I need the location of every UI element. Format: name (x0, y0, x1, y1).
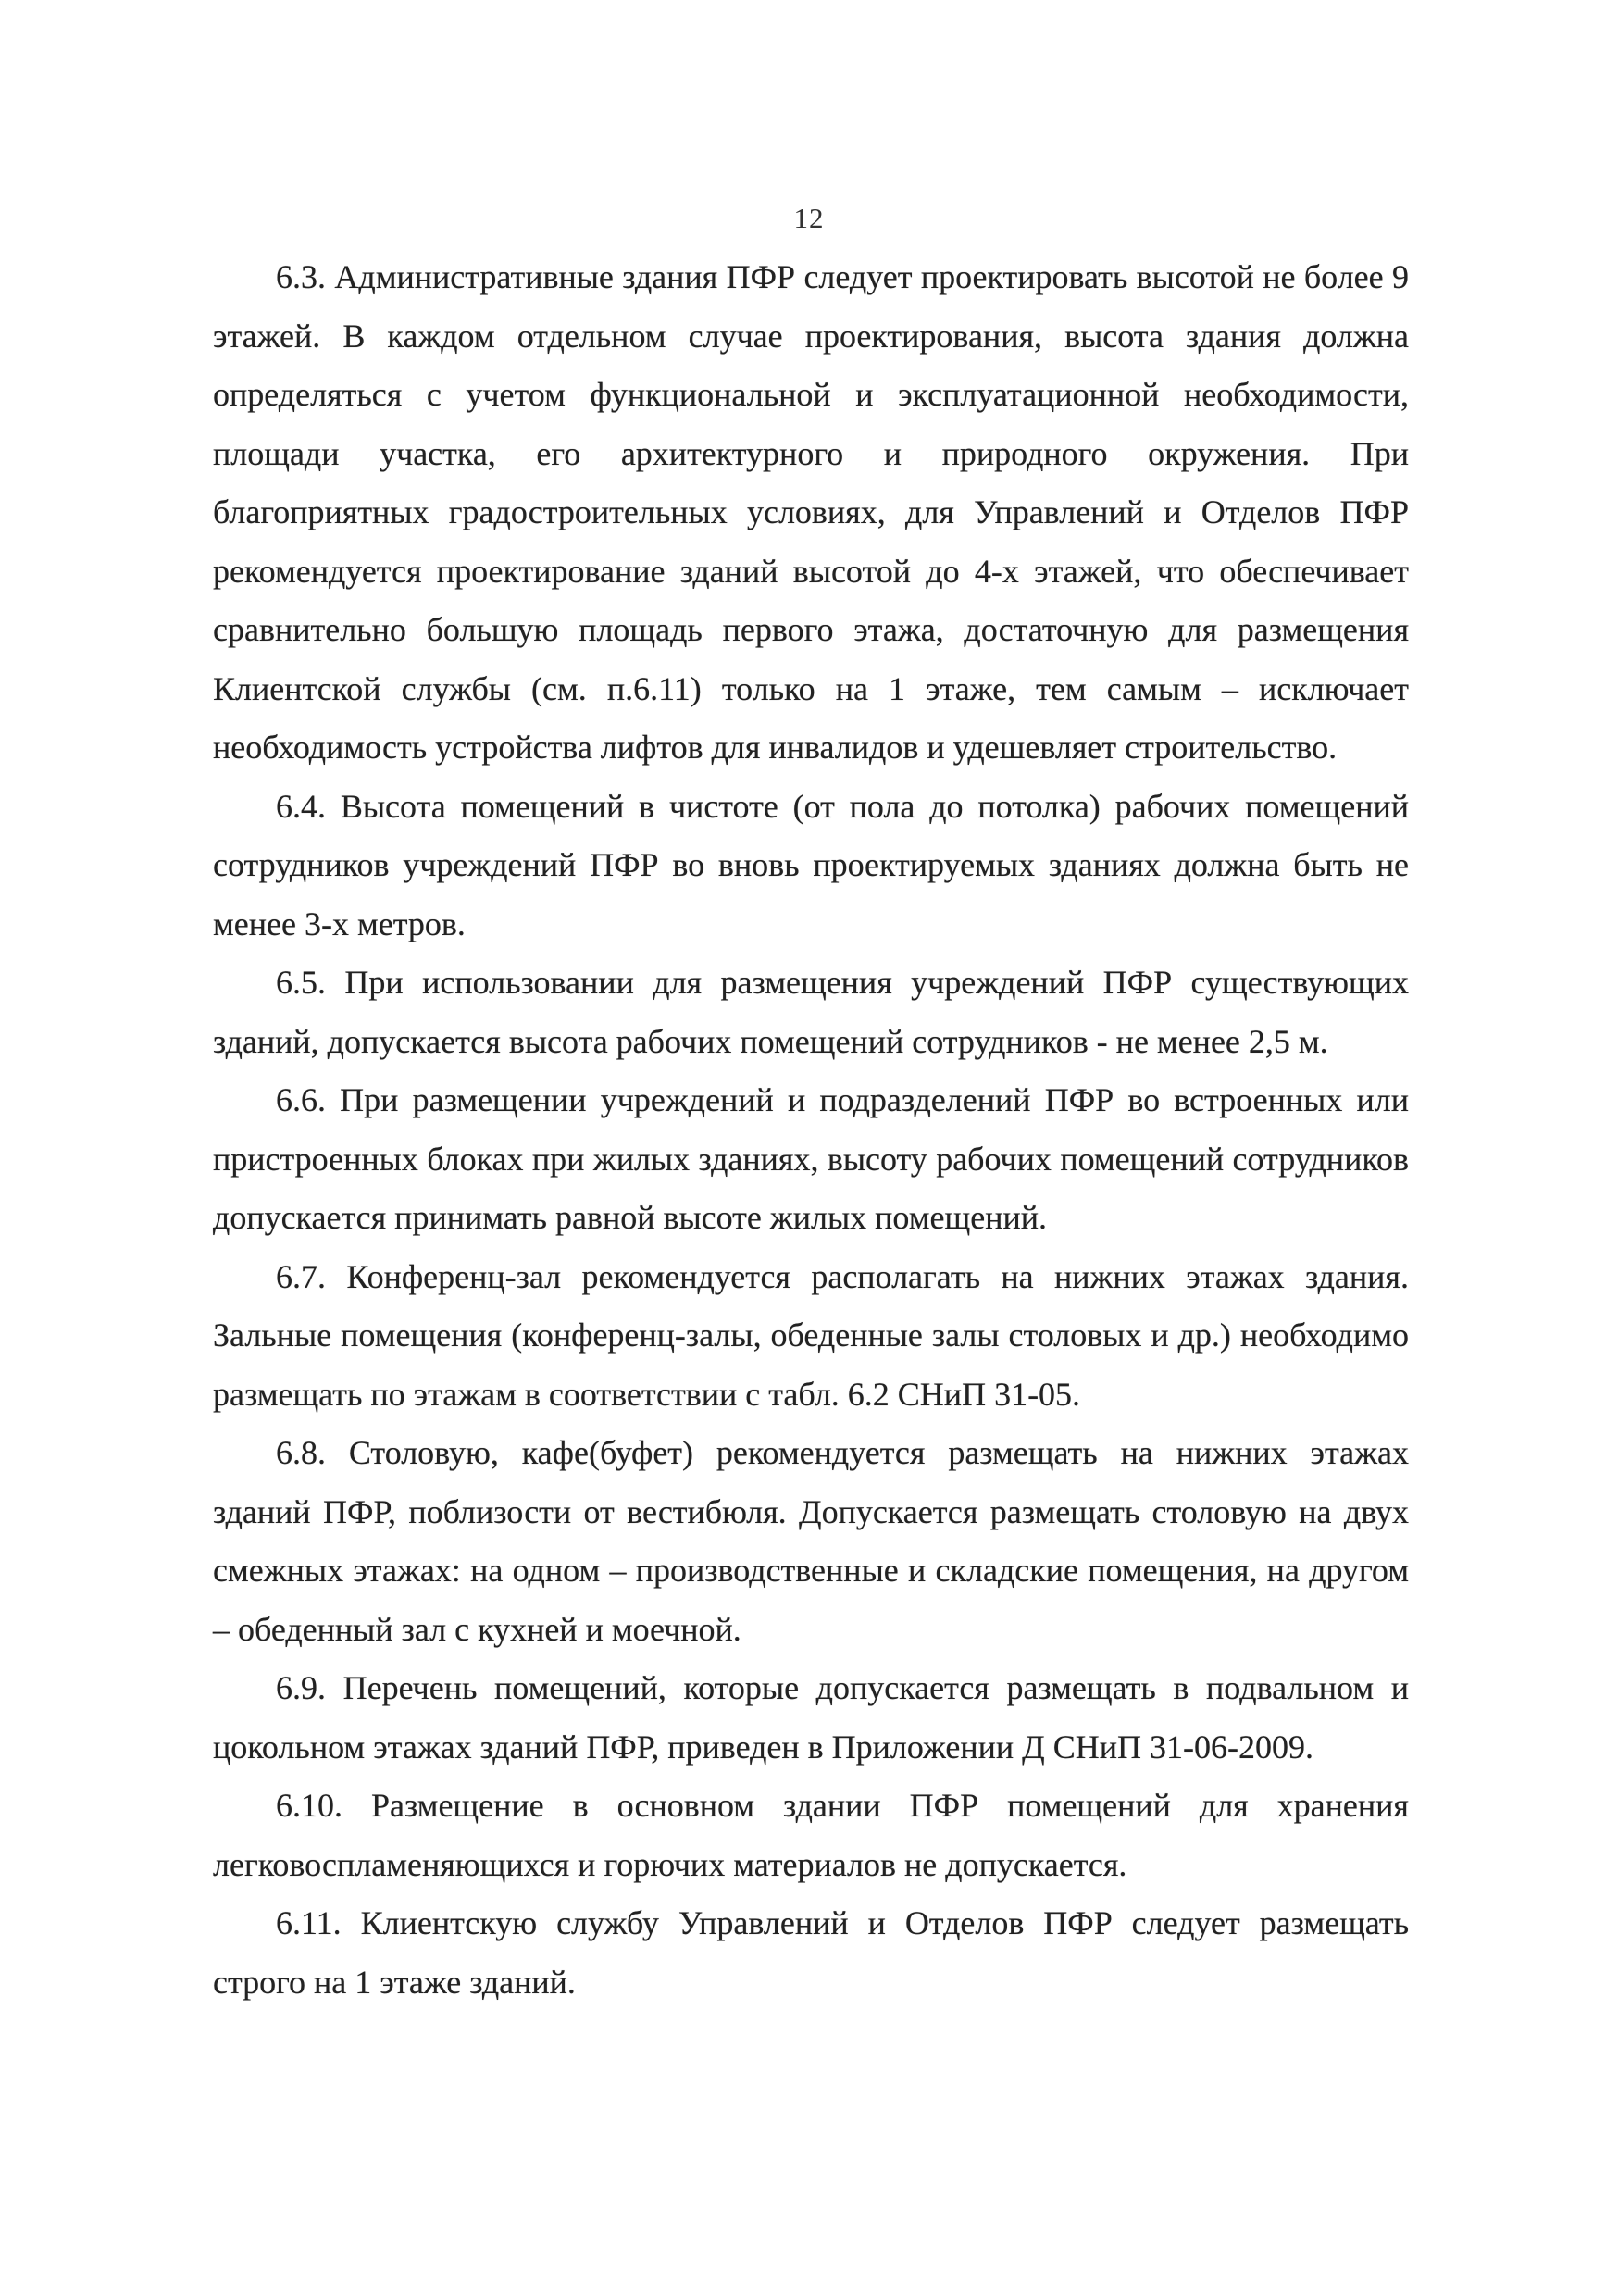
paragraph-6-10: 6.10. Размещение в основном здании ПФР помещений для хранения легковоспламеняющихся и горючих материалов не допускается. (213, 1787, 1409, 1883)
paragraph-6-11: 6.11. Клиентскую службу Управлений и Отделов ПФР следует размещать строго на 1 этаже зданий. (213, 1904, 1409, 2001)
paragraph-6-3: 6.3. Административные здания ПФР следует проектировать высотой не более 9 этажей. В каждом отдельном случае проектирования, высота здания должна определяться с учетом функциональной и эксплуатационной необходимости, площади участка, его архитектурного и природного окружения. При благоприятных градостроительных условиях, для Управлений и Отделов ПФР рекомендуется проектирование зданий высотой до 4-х этажей, что обеспечивает сравнительно большую площадь первого этажа, достаточную для размещения Клиентской службы (см. п.6.11) только на 1 этаже, тем самым – исключает необходимость устройства лифтов для инвалидов и удешевляет строительство. (213, 258, 1409, 766)
paragraph-6-4: 6.4. Высота помещений в чистоте (от пола до потолка) рабочих помещений сотрудников учреждений ПФР во вновь проектируемых зданиях должна быть не менее 3-х метров. (213, 787, 1409, 942)
paragraph-6-7: 6.7. Конференц-зал рекомендуется располагать на нижних этажах здания. Зальные помещения (конференц-залы, обеденные залы столовых и др.) необходимо размещать по этажам в соответствии с табл. 6.2 СНиП 31-05. (213, 1257, 1409, 1413)
paragraph-6-8: 6.8. Столовую, кафе(буфет) рекомендуется размещать на нижних этажах зданий ПФР, поблизости от вестибюля. Допускается размещать столовую на двух смежных этажах: на одном – производственные и складские помещения, на другом – обеденный зал с кухней и моечной. (213, 1434, 1409, 1648)
document-body (213, 248, 1409, 2012)
page-number: 12 (793, 202, 825, 234)
paragraph-6-5: 6.5. При использовании для размещения учреждений ПФР существующих зданий, допускается высота рабочих помещений сотрудников - не менее 2,5 м. (213, 964, 1409, 1060)
paragraph-6-9: 6.9. Перечень помещений, которые допускается размещать в подвальном и цокольном этажах зданий ПФР, приведен в Приложении Д СНиП 31-06-2009. (213, 1669, 1409, 1766)
paragraph-6-6: 6.6. При размещении учреждений и подразделений ПФР во встроенных или пристроенных блоках при жилых зданиях, высоту рабочих помещений сотрудников допускается принимать равной высоте жилых помещений. (213, 1081, 1409, 1236)
